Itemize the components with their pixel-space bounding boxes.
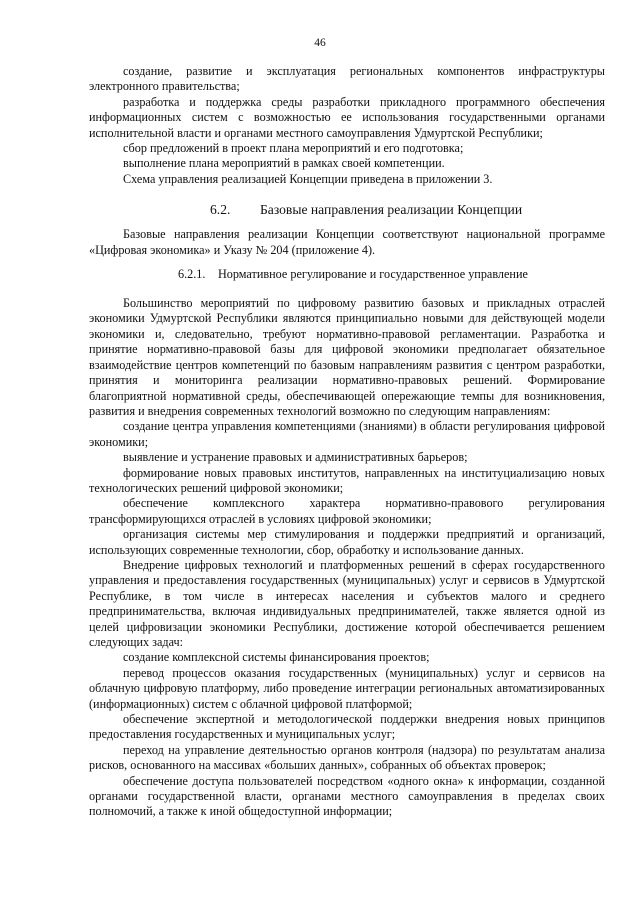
intro-item: создание, развитие и эксплуатация региональных компонентов инфраструктуры электронного правительства; [89,64,605,94]
list-item: выявление и устранение правовых и административных барьеров; [123,450,468,465]
page-body [89,64,605,820]
body-paragraph: Внедрение цифровых технологий и платформенных решений в сферах государственного управления и предоставления государственных (муниципальных) услуг и сервисов в Удмуртской Республике, в том числе в интересах населения и субъектов малого и среднего предпринимательства, включая индивидуальных предпринимателей, также является одной из целей цифровизации экономики Республики, достижение которой обеспечивается решением следующих задач: [89,557,605,649]
section-title: Базовые направления реализации Концепции [260,202,523,218]
intro-item: выполнение плана мероприятий в рамках своей компетенции. [123,156,445,171]
section-heading [89,201,605,219]
list-item: создание центра управления компетенциями (знаниями) в области регулирования цифровой экономики; [89,419,605,449]
intro-item: сбор предложений в проект плана мероприятий и его подготовка; [123,141,464,156]
list-item: организация системы мер стимулирования и поддержки предприятий и организаций, использующих современные технологии, сбор, обработку и использование данных. [89,527,605,557]
subsection-heading [89,266,605,282]
list-item: формирование новых правовых институтов, направленных на институциализацию новых технологических решений цифровой экономики; [89,465,605,495]
list-item: перевод процессов оказания государственных (муниципальных) услуг и сервисов на облачную цифровую платформу, либо проведение интеграции региональных автоматизированных (информационных) систем с облачной цифровой платформой; [89,665,605,711]
subsection-number: 6.2.1. [178,267,206,282]
section-number: 6.2. [210,202,231,218]
list-item: переход на управление деятельностью органов контроля (надзора) по результатам анализа рисков, основанного на массивах «больших данных», собранных об объектах проверок; [89,742,605,773]
intro-item: Схема управления реализацией Концепции приведена в приложении 3. [123,171,493,186]
list-item: создание комплексной системы финансирования проектов; [123,650,430,665]
list-item: обеспечение доступа пользователей посредством «одного окна» к информации, созданной органами государственной власти, органами местного самоуправления в пределах своих полномочий, а также к иной общедоступной информации; [89,773,605,819]
page-number: 46 [314,37,326,49]
section-text: Базовые направления реализации Концепции соответствуют национальной программе «Цифровая экономика» и Указу № 204 (приложение 4). [89,227,605,257]
subsection-title: Нормативное регулирование и государственное управление [218,267,528,282]
list-item: обеспечение экспертной и методологической поддержки внедрения новых принципов предоставления государственных и муниципальных услуг; [89,712,605,742]
intro-item: разработка и поддержка среды разработки прикладного программного обеспечения информационных систем с возможностью ее использования государственными органами исполнительной власти и органами местного самоуправления Удмуртской Республики; [89,94,605,140]
list-item: обеспечение комплексного характера нормативно-правового регулирования трансформирующихся отраслей в условиях цифровой экономики; [89,496,605,526]
body-paragraph: Большинство мероприятий по цифровому развитию базовых и прикладных отраслей экономики Удмуртской Республики являются принципиально новыми для действующей модели экономики и, следовательно, требуют нормативно-правовой регламентации. Разработка и принятие нормативно-правовой базы для цифровой экономики предполагает обязательное взаимодействие центров компетенций по базовым направлениям развития с центром разработки, принятия и мониторинга реализации нормативно-правовых решений. Формирование благоприятной нормативной среды, обеспечивающей опережающие темпы для возникновения, развития и внедрения современных технологий возможно по следующим направлениям: [89,296,605,418]
